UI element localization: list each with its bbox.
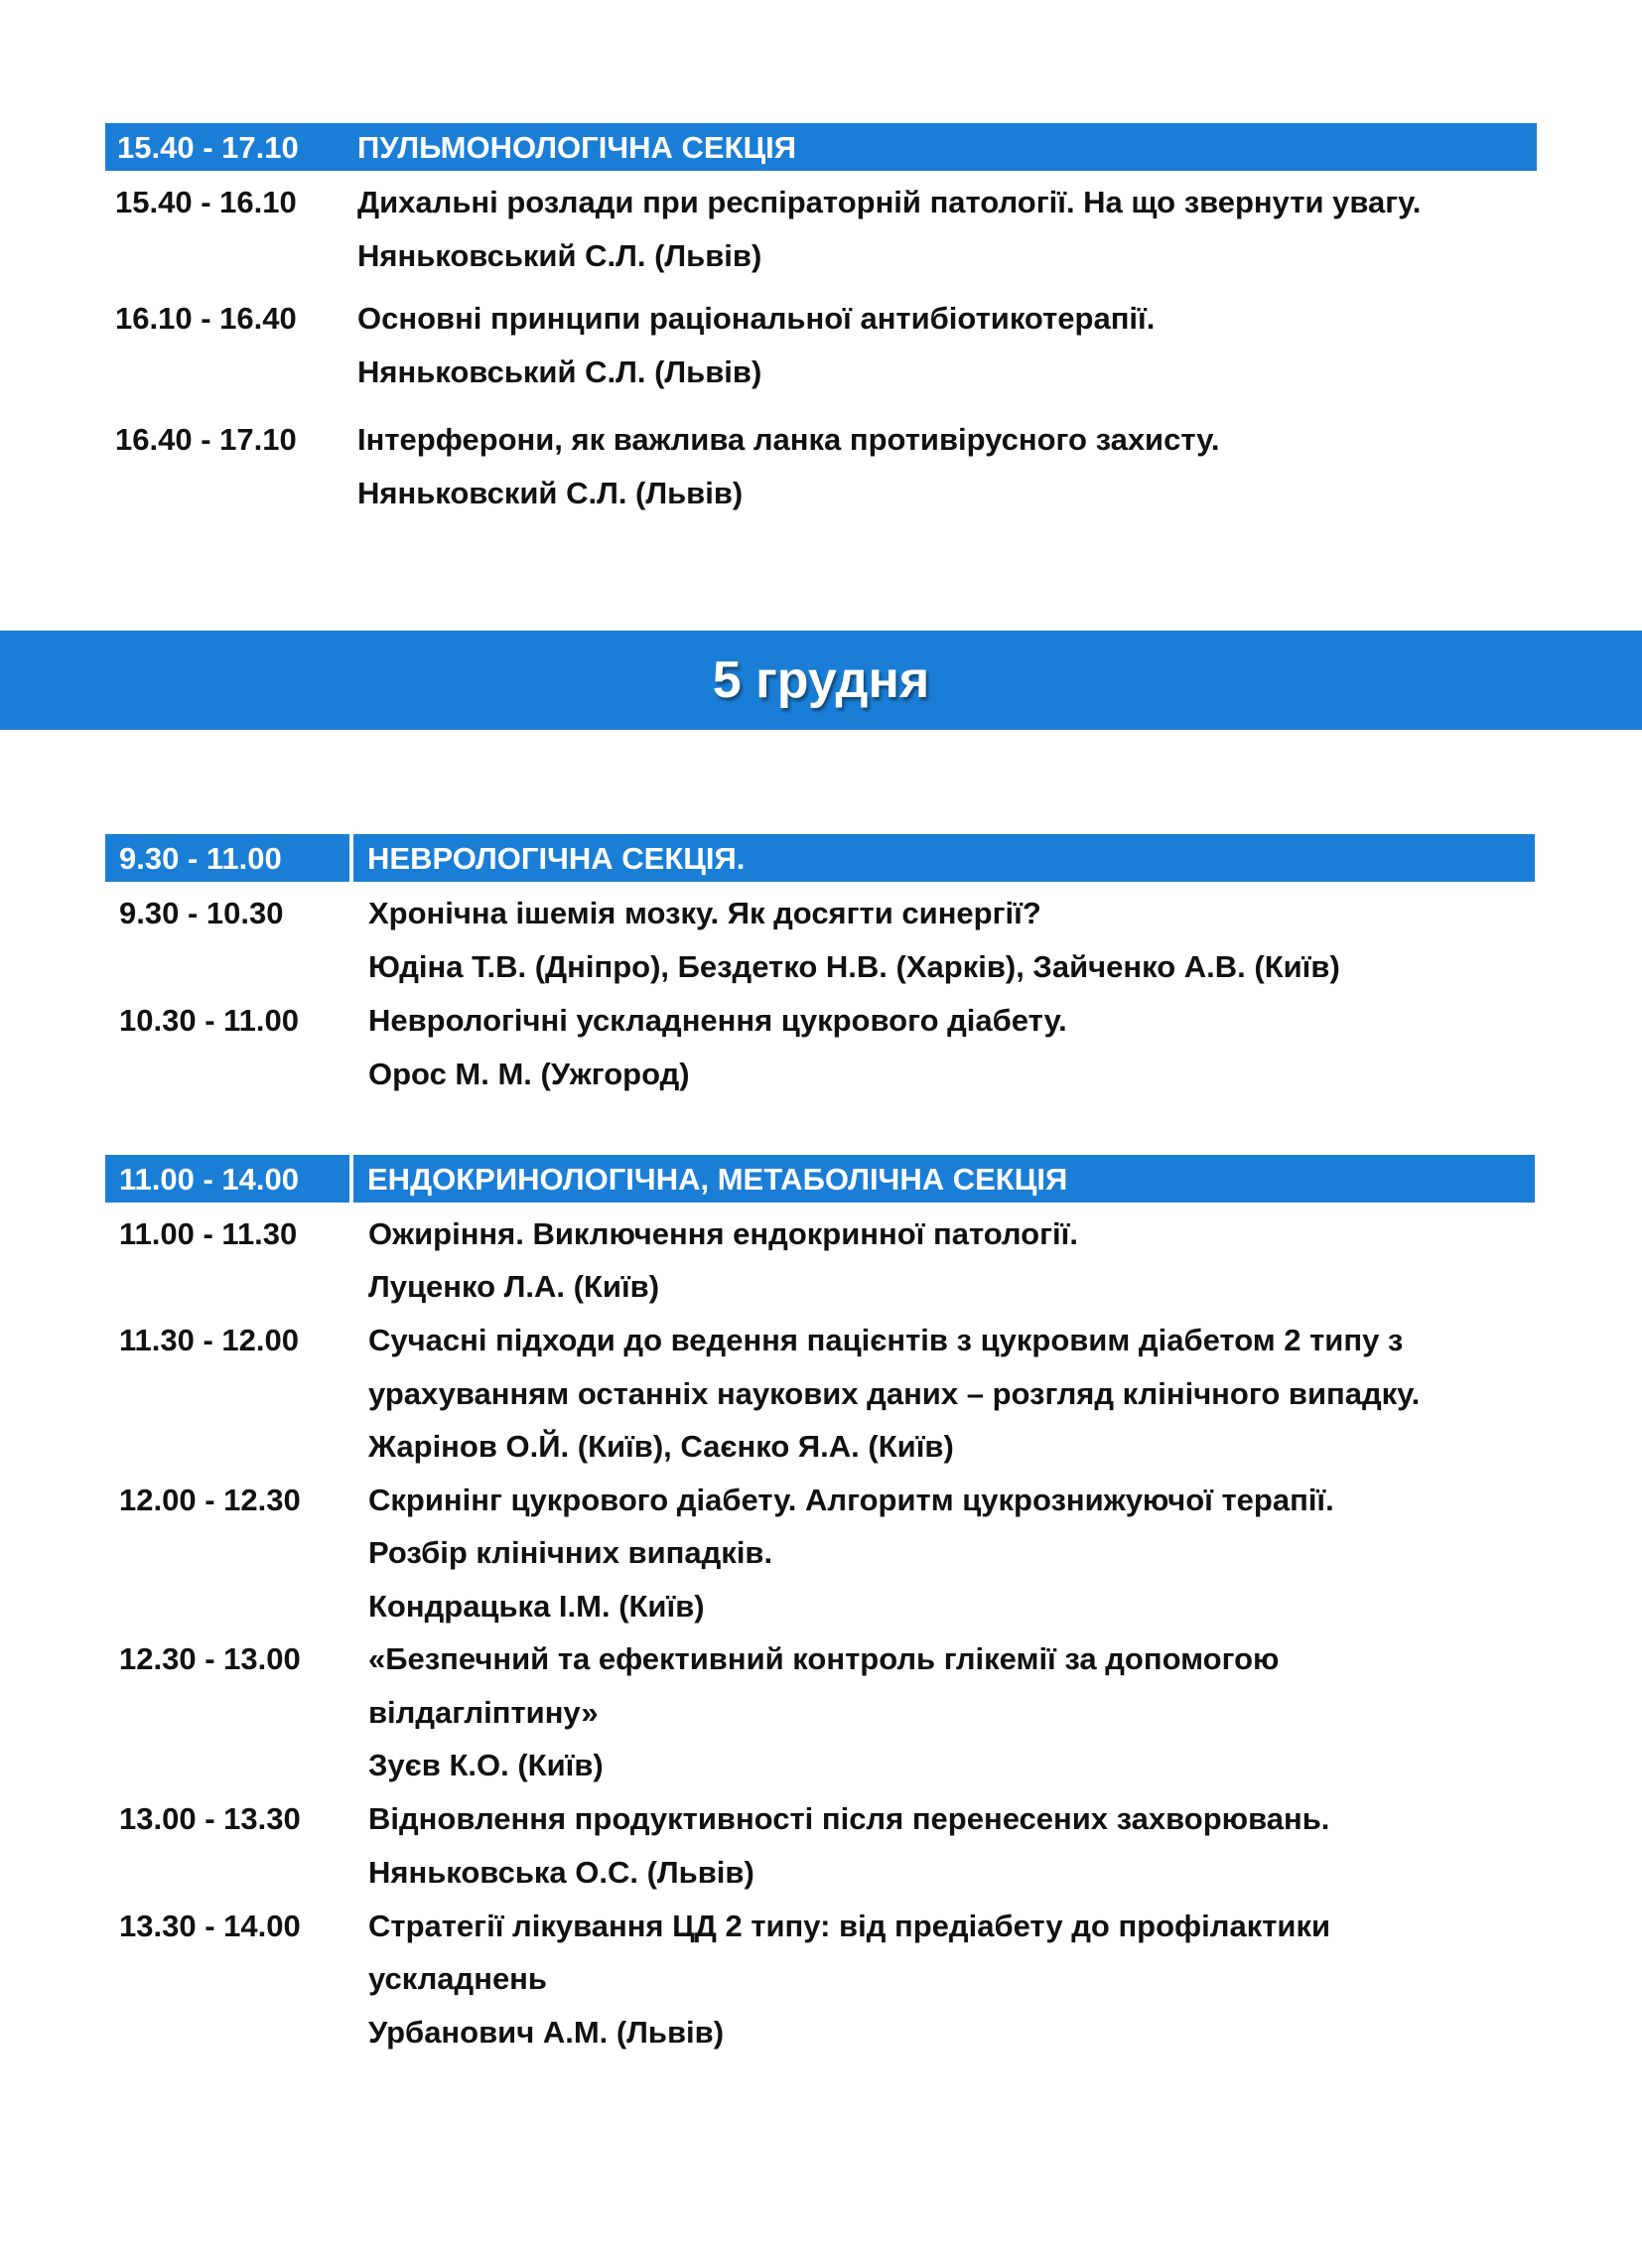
pulmo-section-header [105,123,1537,171]
session-title: Неврологічні ускладнення цукрового діабету. [368,1003,1067,1038]
session-speaker: Орос М. М. (Ужгород) [368,1057,690,1091]
neuro-header-title: НЕВРОЛОГІЧНА СЕКЦІЯ. [367,841,746,876]
session-title: «Безпечний та ефективний контроль глікемії за допомогою [368,1641,1280,1676]
session-time: 13.30 - 14.00 [119,1909,301,1943]
neuro-section-header [105,834,1535,882]
session-time: 9.30 - 10.30 [119,896,284,930]
session-title: Сучасні підходи до ведення пацієнтів з цукровим діабетом 2 типу з [368,1323,1404,1357]
pulmo-header-title: ПУЛЬМОНОЛОГІЧНА СЕКЦІЯ [357,130,797,165]
session-time: 16.10 - 16.40 [115,301,297,336]
session-title: Основні принципи раціональної антибіотикотерапії. [357,301,1156,336]
session-speaker: Луценко Л.А. (Київ) [368,1269,660,1304]
session-title: Хронічна ішемія мозку. Як досягти синергії? [368,896,1041,930]
session-title-cont: Розбір клінічних випадків. [368,1535,773,1570]
endo-header-time: 11.00 - 14.00 [119,1162,299,1197]
session-time: 16.40 - 17.10 [115,422,297,457]
session-title: Скринінг цукрового діабету. Алгоритм цукрознижуючої терапії. [368,1483,1334,1517]
session-title-cont: урахуванням останніх наукових даних – розгляд клінічного випадку. [368,1376,1421,1411]
session-time: 10.30 - 11.00 [119,1003,299,1038]
endo-header-title: ЕНДОКРИНОЛОГІЧНА, МЕТАБОЛІЧНА СЕКЦІЯ [367,1162,1068,1197]
header-divider [349,1155,353,1203]
session-speaker: Няньковський С.Л. (Львів) [357,354,762,389]
session-time: 13.00 - 13.30 [119,1801,301,1836]
session-title-cont: вілдагліптину» [368,1695,599,1730]
header-divider [349,834,353,882]
session-title: Відновлення продуктивності після перенесених захворювань. [368,1801,1330,1836]
session-speaker: Урбанович А.М. (Львів) [368,2015,725,2050]
session-title: Ожиріння. Виключення ендокринної патології. [368,1216,1078,1251]
session-title: Стратегії лікування ЦД 2 типу: від предіабету до профілактики [368,1909,1331,1943]
session-speaker: Зуєв К.О. (Київ) [368,1748,604,1782]
neuro-header-time: 9.30 - 11.00 [119,841,282,876]
session-title: Дихальні розлади при респіраторній патології. На що звернути увагу. [357,185,1422,219]
session-time: 15.40 - 16.10 [115,185,297,219]
session-speaker: Няньковська О.С. (Львів) [368,1855,754,1890]
session-speaker: Кондрацька І.М. (Київ) [368,1589,705,1624]
session-time: 12.00 - 12.30 [119,1483,301,1517]
pulmo-header-time: 15.40 - 17.10 [117,130,299,165]
session-speaker: Няньковський С.Л. (Львів) [357,238,762,273]
endo-section-header [105,1155,1535,1203]
session-time: 11.30 - 12.00 [119,1323,299,1357]
session-title-cont: ускладнень [368,1961,547,1996]
session-title: Інтерферони, як важлива ланка противірусного захисту. [357,422,1220,457]
day-banner: 5 грудня [0,631,1642,730]
session-time: 12.30 - 13.00 [119,1641,301,1676]
session-time: 11.00 - 11.30 [119,1216,298,1251]
session-speaker: Няньковский С.Л. (Львів) [357,476,744,510]
session-speaker: Жарінов О.Й. (Київ), Саєнко Я.А. (Київ) [368,1429,954,1464]
session-speaker: Юдіна Т.В. (Дніпро), Бездетко Н.В. (Харків), Зайченко А.В. (Київ) [368,949,1340,984]
